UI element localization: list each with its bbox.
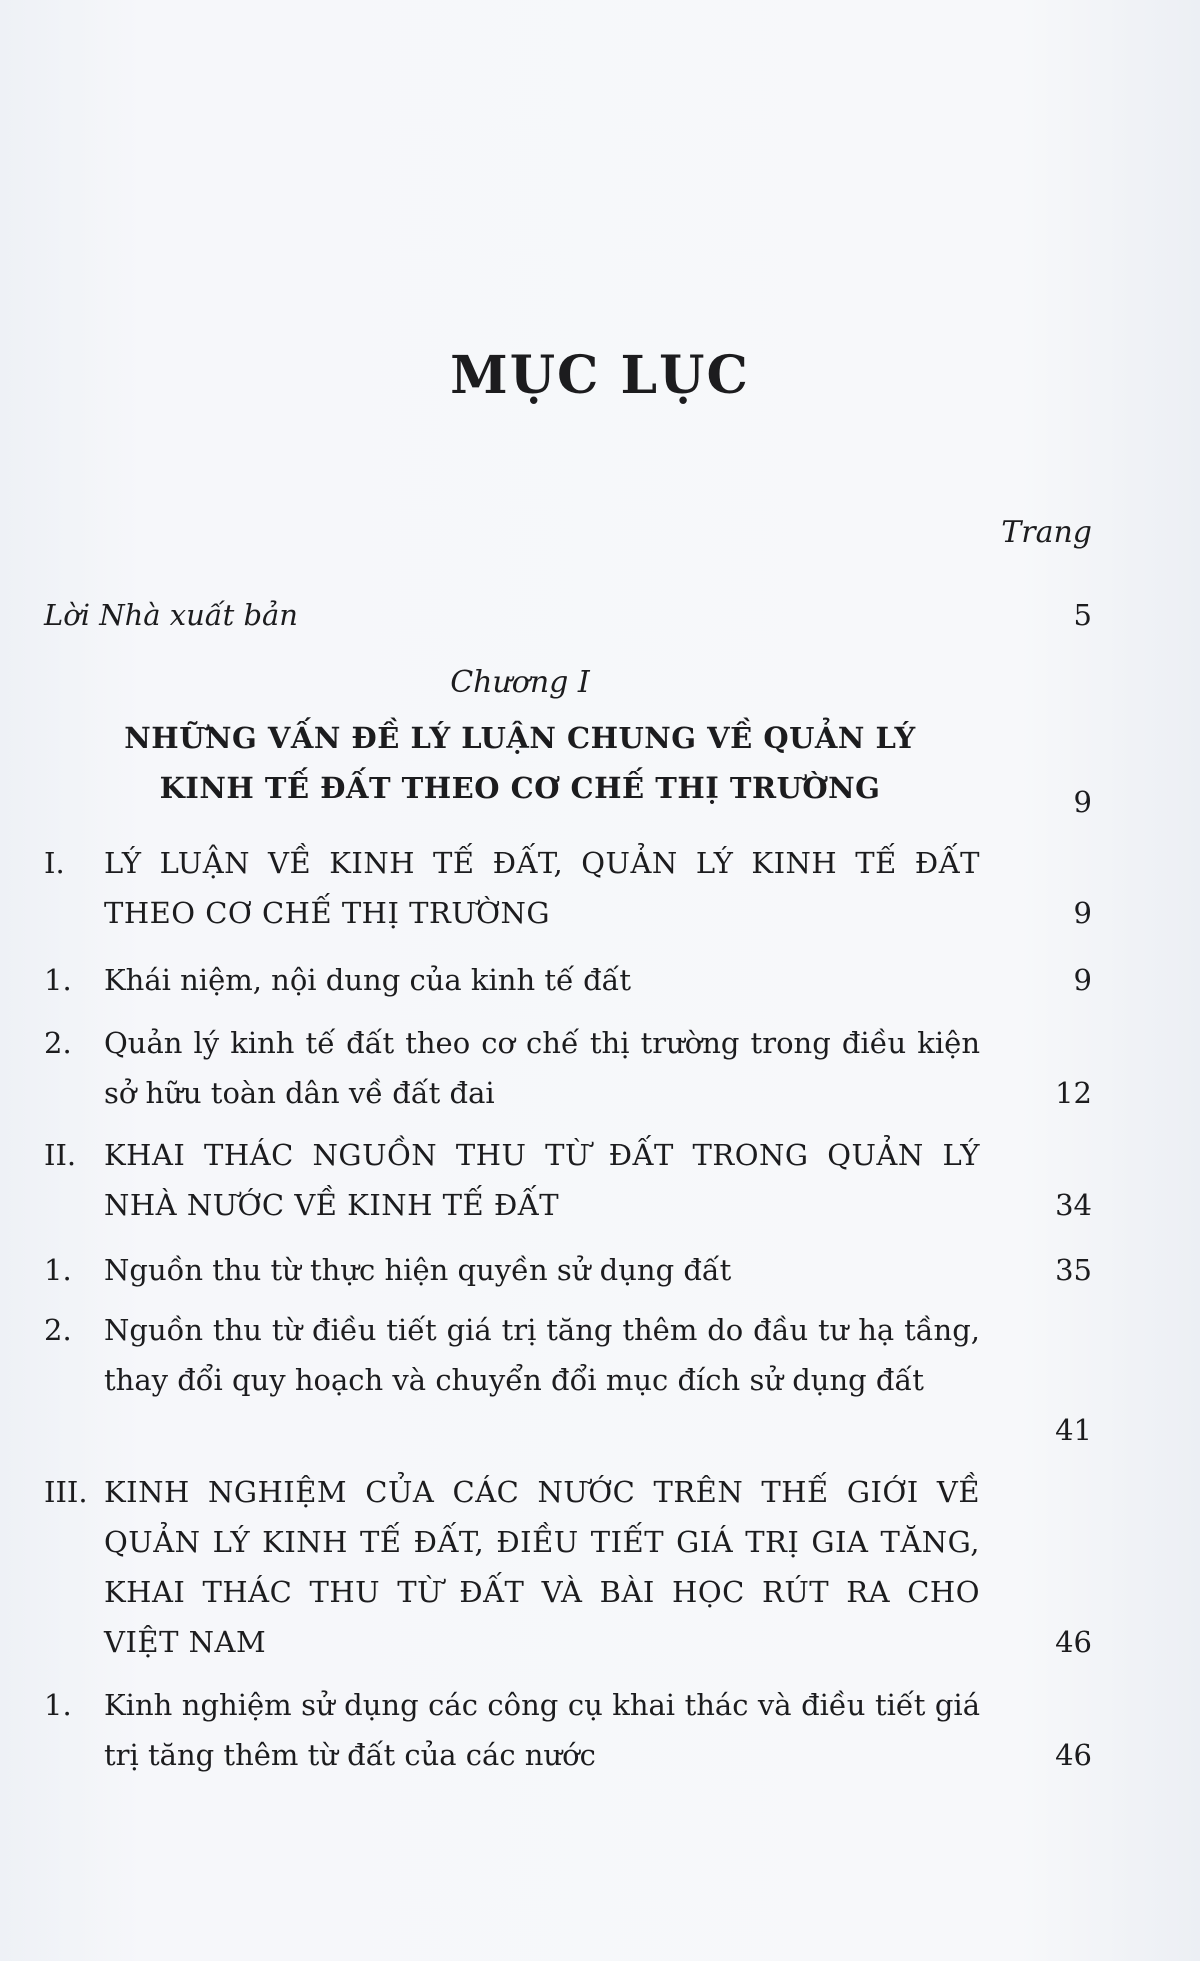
chapter-title[interactable] [0, 713, 1040, 813]
toc-entry[interactable] [44, 838, 1092, 938]
toc-entry-text: LÝ LUẬN VỀ KINH TẾ ĐẤT, QUẢN LÝ KINH TẾ ĐẤT THEO CƠ CHẾ THỊ TRƯỜNG [104, 846, 980, 930]
toc-entry-number: III. [44, 1475, 88, 1509]
toc-entry-page: 46 [1055, 1738, 1092, 1772]
toc-publisher-note[interactable] [44, 590, 1092, 640]
page-column-label: Trang [1001, 515, 1092, 550]
toc-entry-page: 35 [1055, 1253, 1092, 1287]
toc-entry-text: Khái niệm, nội dung của kinh tế đất [104, 963, 632, 997]
toc-entry-number: 2. [44, 1026, 72, 1060]
toc-entry[interactable] [44, 955, 1092, 1005]
publisher-note-page: 5 [1073, 598, 1092, 632]
toc-entry[interactable] [44, 1467, 1092, 1667]
chapter-title-line2: KINH TẾ ĐẤT THEO CƠ CHẾ THỊ TRƯỜNG [159, 771, 881, 805]
toc-entry[interactable] [44, 1130, 1092, 1230]
page-title: MỤC LỤC [450, 345, 750, 406]
toc-entry[interactable] [44, 1305, 1092, 1455]
toc-entry-text: Nguồn thu từ thực hiện quyền sử dụng đất [104, 1253, 732, 1287]
toc-entry-text: Kinh nghiệm sử dụng các công cụ khai thác và điều tiết giá trị tăng thêm từ đất của các nước [104, 1688, 980, 1772]
toc-entry-number: I. [44, 846, 65, 880]
publisher-note-label: Lời Nhà xuất bản [44, 598, 298, 632]
chapter-page: 9 [1073, 785, 1092, 819]
toc-entry-page: 12 [1055, 1076, 1092, 1110]
toc-entry-number: 1. [44, 1688, 72, 1722]
toc-entry-text: KHAI THÁC NGUỒN THU TỪ ĐẤT TRONG QUẢN LÝ NHÀ NƯỚC VỀ KINH TẾ ĐẤT [104, 1138, 980, 1222]
toc-entry-page: 9 [1073, 963, 1092, 997]
toc-entry-number: 2. [44, 1313, 72, 1347]
toc-entry[interactable] [44, 1680, 1092, 1780]
toc-entry-page: 46 [1055, 1625, 1092, 1659]
toc-entry-page: 41 [1055, 1413, 1092, 1447]
toc-entry-number: II. [44, 1138, 77, 1172]
toc-entry-text: Nguồn thu từ điều tiết giá trị tăng thêm do đầu tư hạ tầng, thay đổi quy hoạch và chuyển đổi mục đích sử dụng đất [104, 1313, 980, 1397]
toc-entry-page: 9 [1073, 896, 1092, 930]
toc-entry-text: KINH NGHIỆM CỦA CÁC NƯỚC TRÊN THẾ GIỚI VỀ QUẢN LÝ KINH TẾ ĐẤT, ĐIỀU TIẾT GIÁ TRỊ GIA TĂNG, KHAI THÁC THU TỪ ĐẤT VÀ BÀI HỌC RÚT RA CHO VIỆT NAM [104, 1475, 980, 1659]
toc-entry-text: Quản lý kinh tế đất theo cơ chế thị trường trong điều kiện sở hữu toàn dân về đất đai [104, 1026, 980, 1110]
toc-entry[interactable] [44, 1245, 1092, 1295]
toc-entry-page: 34 [1055, 1188, 1092, 1222]
chapter-label: Chương I [450, 665, 590, 700]
chapter-title-line1: NHỮNG VẤN ĐỀ LÝ LUẬN CHUNG VỀ QUẢN LÝ [124, 721, 916, 755]
toc-entry-number: 1. [44, 1253, 72, 1287]
toc-entry-number: 1. [44, 963, 72, 997]
toc-entry[interactable] [44, 1018, 1092, 1118]
